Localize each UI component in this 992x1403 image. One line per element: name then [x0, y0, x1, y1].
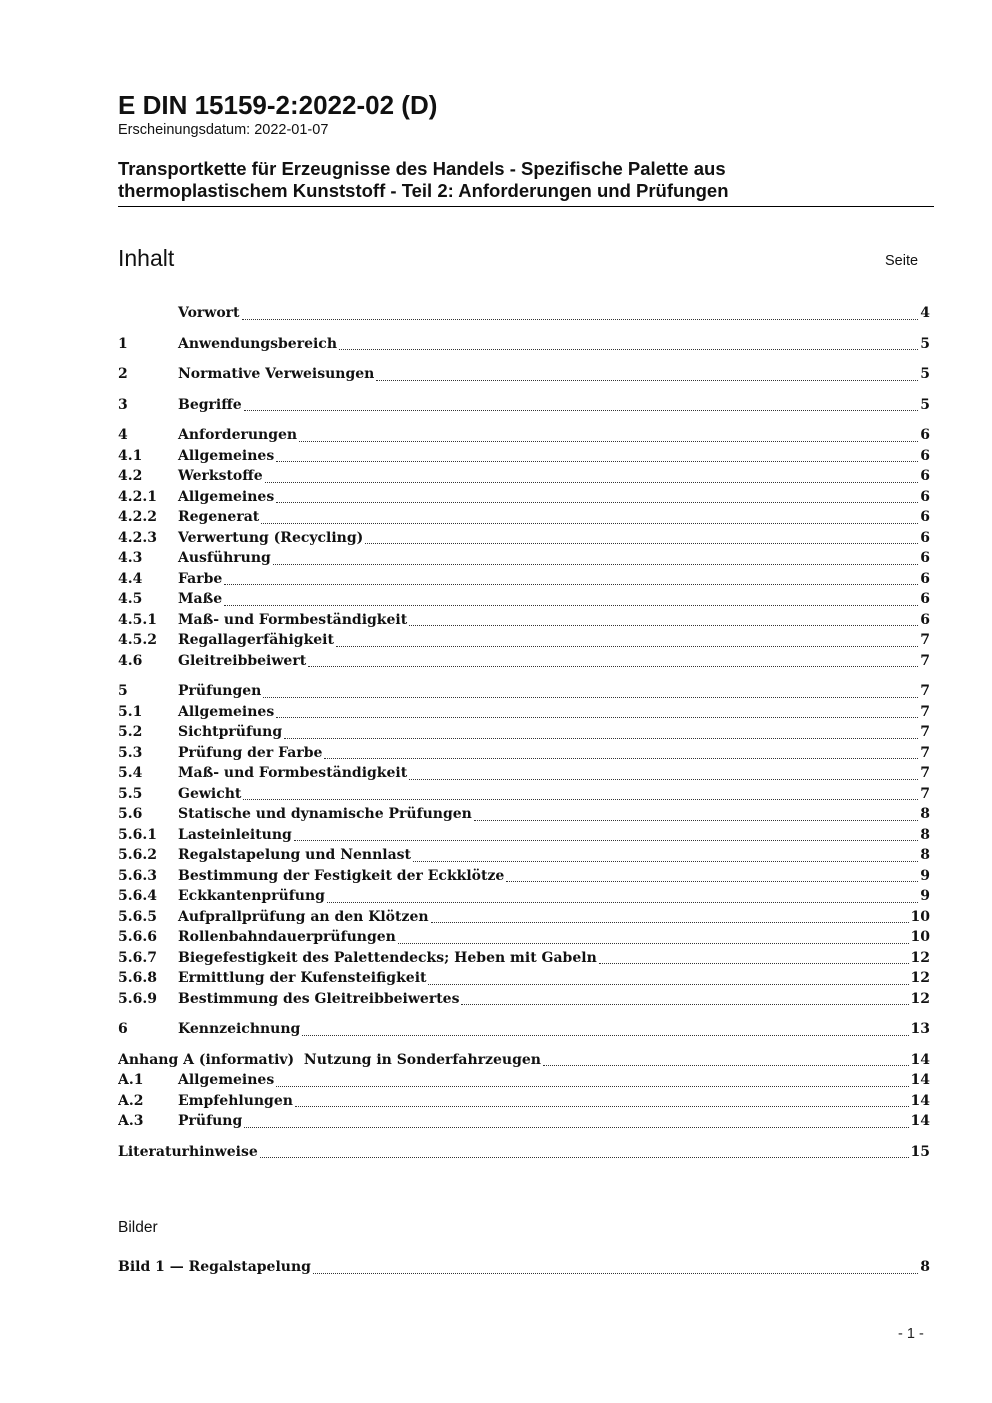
toc-entry-4-5-1[interactable]: 4.5.1 Maß- und Formbeständigkeit 6 [118, 611, 930, 628]
toc-entry-4-5-2[interactable]: 4.5.2 Regallagerfähigkeit 7 [118, 632, 930, 648]
subtitle-line-1: Transportkette für Erzeugnisse des Handels - Spezifische Palette aus [118, 158, 726, 179]
toc-entry-5-1[interactable]: 5.1 Allgemeines 7 [118, 703, 930, 720]
toc-entry-4-5[interactable]: 4.5 Maße 6 [118, 591, 930, 607]
toc-entry-5-2[interactable]: 5.2 Sichtprüfung 7 [118, 724, 930, 740]
toc-entry-5-6-7[interactable]: 5.6.7 Biegefestigkeit des Palettendecks; Heben mit Gabeln 12 [118, 949, 930, 966]
list-of-figures [118, 1257, 930, 1278]
page-number: - 1 - [898, 1326, 924, 1342]
toc-entry-vorwort[interactable]: Vorwort 4 [178, 305, 930, 321]
toc-entry-a-1[interactable]: A.1 Allgemeines 14 [118, 1072, 930, 1088]
document-subtitle [118, 158, 918, 202]
toc-entry-2[interactable]: 2 Normative Verweisungen 5 [118, 366, 930, 382]
figure-entry-1[interactable]: Bild 1 — Regalstapelung 8 [118, 1259, 930, 1275]
subtitle-line-2: thermoplastischem Kunststoff - Teil 2: Anforderungen und Prüfungen [118, 180, 729, 201]
toc-entry-4-4[interactable]: 4.4 Farbe 6 [118, 570, 930, 587]
toc-entry-5-5[interactable]: 5.5 Gewicht 7 [118, 785, 930, 802]
toc-entry-5-6-6[interactable]: 5.6.6 Rollenbahndauerprüfungen 10 [118, 929, 930, 945]
toc-entry-4-2-2[interactable]: 4.2.2 Regenerat 6 [118, 509, 930, 525]
title-divider [118, 206, 934, 207]
toc-entry-5-3[interactable]: 5.3 Prüfung der Farbe 7 [118, 744, 930, 761]
toc-entry-4-2-3[interactable]: 4.2.3 Verwertung (Recycling) 6 [118, 529, 930, 546]
toc-entry-literaturhinweise[interactable]: Literaturhinweise 15 [118, 1143, 930, 1160]
toc-heading: Inhalt [118, 245, 175, 271]
toc-entry-5[interactable]: 5 Prüfungen 7 [118, 683, 930, 699]
toc-entry-5-6-9[interactable]: 5.6.9 Bestimmung des Gleitreibbeiwertes 12 [118, 990, 930, 1007]
toc-entry-4-2[interactable]: 4.2 Werkstoffe 6 [118, 468, 930, 484]
toc-entry-4-1[interactable]: 4.1 Allgemeines 6 [118, 447, 930, 464]
document-title: E DIN 15159-2:2022-02 (D) [118, 90, 438, 120]
toc-entry-5-6-3[interactable]: 5.6.3 Bestimmung der Festigkeit der Eckklötze 9 [118, 867, 930, 884]
toc-entry-4[interactable]: 4 Anforderungen 6 [118, 427, 930, 443]
toc-entry-a-3[interactable]: A.3 Prüfung 14 [118, 1113, 930, 1129]
toc-entry-4-2-1[interactable]: 4.2.1 Allgemeines 6 [118, 488, 930, 505]
toc-entry-6[interactable]: 6 Kennzeichnung 13 [118, 1021, 930, 1037]
toc-entry-1[interactable]: 1 Anwendungsbereich 5 [118, 335, 930, 352]
toc-page-label: Seite [885, 253, 919, 269]
table-of-contents [118, 303, 930, 1162]
toc-entry-3[interactable]: 3 Begriffe 5 [118, 396, 930, 413]
toc-entry-5-6[interactable]: 5.6 Statische und dynamische Prüfungen 8 [118, 806, 930, 822]
toc-entry-4-6[interactable]: 4.6 Gleitreibbeiwert 7 [118, 652, 930, 669]
publication-date: Erscheinungsdatum: 2022-01-07 [118, 122, 329, 138]
figures-heading: Bilder [118, 1219, 158, 1236]
toc-entry-5-6-1[interactable]: 5.6.1 Lasteinleitung 8 [118, 826, 930, 843]
toc-entry-5-4[interactable]: 5.4 Maß- und Formbeständigkeit 7 [118, 765, 930, 781]
toc-entry-5-6-8[interactable]: 5.6.8 Ermittlung der Kufensteifigkeit 12 [118, 970, 930, 986]
toc-entry-4-3[interactable]: 4.3 Ausführung 6 [118, 550, 930, 566]
toc-entry-5-6-4[interactable]: 5.6.4 Eckkantenprüfung 9 [118, 888, 930, 904]
toc-entry-5-6-5[interactable]: 5.6.5 Aufprallprüfung an den Klötzen 10 [118, 908, 930, 925]
toc-entry-5-6-2[interactable]: 5.6.2 Regalstapelung und Nennlast 8 [118, 847, 930, 863]
toc-entry-anhang-a[interactable]: Anhang A (informativ) Nutzung in Sonderfahrzeugen 14 [118, 1051, 930, 1068]
toc-entry-a-2[interactable]: A.2 Empfehlungen 14 [118, 1092, 930, 1109]
